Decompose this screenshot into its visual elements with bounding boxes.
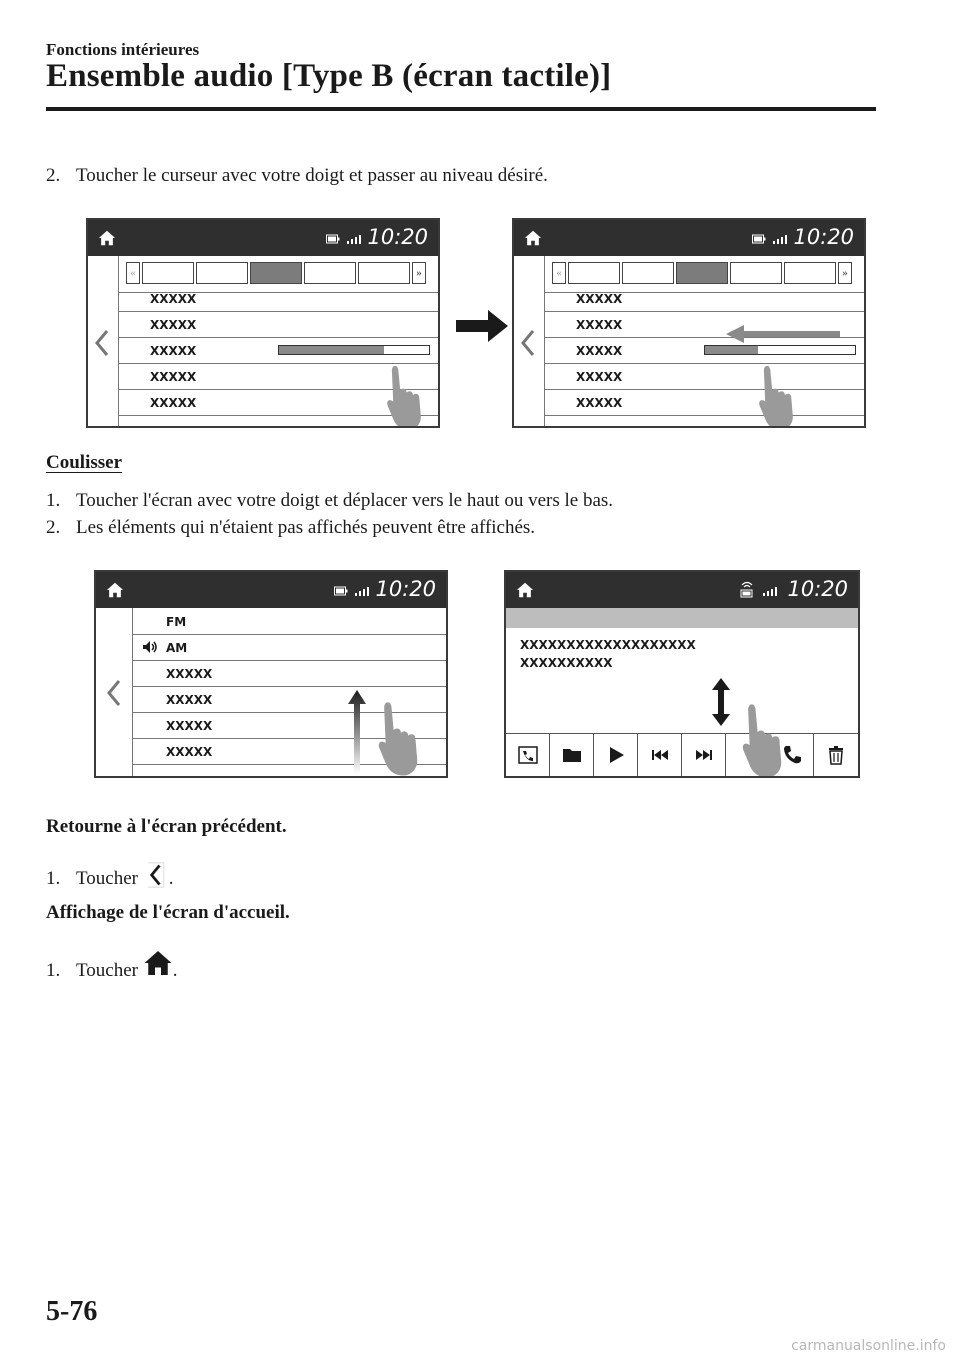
finger-icon	[734, 700, 790, 778]
level-slider[interactable]	[278, 345, 430, 355]
slider-fill	[705, 346, 758, 354]
wifi-battery-icon	[740, 580, 754, 598]
screen-topbar	[506, 572, 858, 608]
screen-topbar	[514, 220, 864, 256]
page-title: Ensemble audio [Type B (écran tactile)]	[46, 58, 612, 94]
screen-topbar	[96, 572, 446, 608]
delete-button[interactable]	[814, 734, 858, 776]
right-arrow-icon	[454, 306, 510, 346]
clock: 10:20	[787, 577, 848, 601]
list-row-am[interactable]: AM	[132, 634, 446, 661]
retour-step: 1. Toucher .	[46, 862, 173, 890]
signal-icon	[762, 586, 778, 596]
trash-icon	[825, 744, 847, 766]
folder-icon	[561, 744, 583, 766]
previous-button[interactable]	[638, 734, 682, 776]
home-icon	[143, 948, 173, 978]
list-row[interactable]: XXXXX	[544, 285, 864, 312]
next-button[interactable]	[682, 734, 726, 776]
tab[interactable]	[358, 262, 410, 284]
tab[interactable]	[730, 262, 782, 284]
tab[interactable]	[568, 262, 620, 284]
tab[interactable]	[196, 262, 248, 284]
message-line-2: XXXXXXXXXX	[520, 656, 613, 670]
list-row[interactable]: XXXXX	[118, 311, 438, 338]
list-row[interactable]: XXXXX	[544, 363, 864, 390]
battery-icon	[752, 234, 766, 244]
tab[interactable]	[142, 262, 194, 284]
list-row-fm[interactable]: FM	[132, 608, 446, 635]
list-row[interactable]: XXXXX	[132, 686, 446, 713]
tab[interactable]	[304, 262, 356, 284]
reply-button[interactable]	[506, 734, 550, 776]
tab-selected[interactable]	[676, 262, 728, 284]
retour-heading: Retourne à l'écran précédent.	[46, 816, 287, 837]
previous-icon	[649, 744, 671, 766]
tab-next-icon[interactable]: »	[838, 262, 852, 284]
intro-step: 2. Toucher le curseur avec votre doigt et passer au niveau désiré.	[46, 165, 548, 186]
tab-prev-icon[interactable]: «	[552, 262, 566, 284]
screen-topbar	[88, 220, 438, 256]
level-slider[interactable]	[704, 345, 856, 355]
slider-screen-after	[512, 218, 866, 428]
accueil-heading: Affichage de l'écran d'accueil.	[46, 902, 290, 923]
battery-icon	[334, 586, 348, 596]
list-row[interactable]: XXXXX	[132, 738, 446, 765]
list-row-slider[interactable]: XXXXX	[544, 337, 864, 364]
list-row[interactable]: XXXXX	[118, 285, 438, 312]
tab[interactable]	[784, 262, 836, 284]
accueil-step: 1. Toucher .	[46, 948, 177, 982]
home-icon[interactable]	[98, 229, 116, 247]
back-chevron-icon[interactable]	[92, 328, 112, 358]
tab-prev-icon[interactable]: «	[126, 262, 140, 284]
coulisser-step-1: 1. Toucher l'écran avec votre doigt et déplacer vers le haut ou vers le bas.	[46, 490, 614, 511]
list-row-slider[interactable]: XXXXX	[118, 337, 438, 364]
list-row[interactable]: XXXXX	[544, 311, 864, 338]
clock: 10:20	[367, 225, 428, 249]
scroll-updown-arrow-icon	[712, 678, 730, 726]
reply-call-icon	[517, 744, 539, 766]
back-column[interactable]	[96, 608, 133, 776]
tab-next-icon[interactable]: »	[412, 262, 426, 284]
finger-icon	[380, 362, 428, 428]
coulisser-step-2: 2. Les éléments qui n'étaient pas affichés peuvent être affichés.	[46, 517, 536, 538]
signal-icon	[354, 586, 370, 596]
finger-icon	[752, 362, 800, 428]
message-scroll-screen	[504, 570, 860, 778]
slider-fill	[279, 346, 384, 354]
list-row[interactable]: XXXXX	[544, 389, 864, 416]
back-chevron-icon	[143, 862, 169, 888]
next-icon	[693, 744, 715, 766]
coulisser-heading: Coulisser	[46, 452, 122, 473]
clock: 10:20	[793, 225, 854, 249]
message-header-bar	[506, 608, 858, 628]
scroll-up-arrow-icon	[348, 690, 366, 774]
list-row[interactable]: XXXXX	[132, 712, 446, 739]
play-icon	[605, 744, 627, 766]
speaker-icon	[142, 640, 158, 654]
home-icon[interactable]	[106, 581, 124, 599]
page-number: 5-76	[46, 1296, 98, 1327]
watermark: carmanualsonline.info	[791, 1338, 946, 1354]
back-chevron-icon[interactable]	[104, 678, 124, 708]
tab-selected[interactable]	[250, 262, 302, 284]
home-icon[interactable]	[516, 581, 534, 599]
message-toolbar	[506, 733, 858, 776]
home-icon[interactable]	[524, 229, 542, 247]
slider-screen-before	[86, 218, 440, 428]
message-line-1: XXXXXXXXXXXXXXXXXXX	[520, 638, 696, 652]
list-row[interactable]: XXXXX	[118, 389, 438, 416]
finger-icon	[370, 698, 426, 778]
tab[interactable]	[622, 262, 674, 284]
back-column[interactable]	[88, 256, 119, 426]
back-column[interactable]	[514, 256, 545, 426]
title-divider	[46, 107, 876, 111]
list-row[interactable]: XXXXX	[132, 660, 446, 687]
play-button[interactable]	[594, 734, 638, 776]
folder-button[interactable]	[550, 734, 594, 776]
back-chevron-icon[interactable]	[518, 328, 538, 358]
signal-icon	[346, 234, 362, 244]
clock: 10:20	[375, 577, 436, 601]
list-row[interactable]: XXXXX	[118, 363, 438, 390]
battery-icon	[326, 234, 340, 244]
section-label: Fonctions intérieures	[46, 40, 200, 59]
list-scroll-screen	[94, 570, 448, 778]
signal-icon	[772, 234, 788, 244]
